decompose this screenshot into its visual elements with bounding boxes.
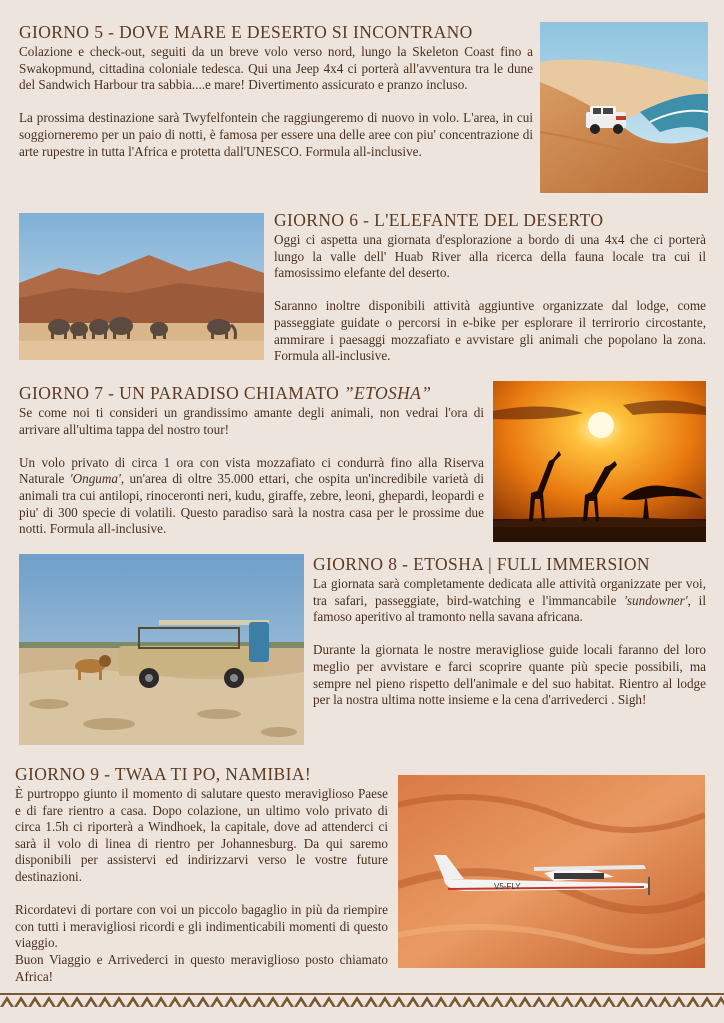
day8-photo-safari-vehicle <box>19 554 304 745</box>
day7-heading-prefix: GIORNO 7 - UN PARADISO CHIAMATO <box>19 383 344 403</box>
day6-section <box>274 210 706 365</box>
day9-section <box>15 764 388 985</box>
decorative-border <box>0 993 724 1009</box>
day7-heading-emphasis: ”ETOSHA” <box>343 383 432 403</box>
day6-paragraph-2: Saranno inoltre disponibili attività aggiuntive organizzate dal lodge, come passeggiate guidate o percorsi in e-bike per esplorare il terrirorio circostante, ammirare i paesaggi mozzafiato e avvistare gli animali che popolano la zona. Formula all-inclusive. <box>274 298 706 364</box>
day5-text <box>19 44 533 160</box>
day7-paragraph-1: Se come noi ti consideri un grandissimo amante degli animali, non vedrai l'ora di arrivare all'ultima tappa del nostro tour! <box>19 405 484 437</box>
day6-photo-elephants <box>19 213 264 360</box>
day9-paragraph-2: Ricordatevi di portare con voi un piccolo bagaglio in più da riempire con tutti i meravigliosi ricordi e gli indimenticabili momenti di questo viaggio. <box>15 902 388 951</box>
day5-photo-jeep-dunes <box>540 22 708 193</box>
day6-text <box>274 232 706 365</box>
day5-paragraph-2: La prossima destinazione sarà Twyfelfontein che raggiungeremo di nuovo in volo. L'area, in cui soggiorneremo per un paio di notti, è famosa per essere una delle aree con piu' concentrazione di arte rupestre in tutta l'Africa e protetta dall'UNESCO. Formula all-inclusive. <box>19 110 533 159</box>
day9-closing: Buon Viaggio e Arrivederci in questo meraviglioso posto chiamato Africa! <box>15 951 388 984</box>
plane-registration: V5-FLY <box>494 882 521 891</box>
day5-paragraph-1: Colazione e check-out, seguiti da un breve volo verso nord, lungo la Skeleton Coast fino a Swakopmund, cittadina coloniale tedesca. Qui una Jeep 4x4 ci porterà all'avventura tra le dune del Sandwich Harbour tra sabbia....e mare! Divertimento assicurato e pranzo incluso. <box>19 44 533 93</box>
day9-paragraph-1: È purtroppo giunto il momento di salutare questo meraviglioso Paese e di fare rientro a casa. Dopo colazione, un ultimo volo privato di circa 1.5h ci riporterà a Windhoek, la capitale, dove ad attenderci ci sarà il volo di linea di rientro per Johannesburg. Da qui saremo disponibili per assistervi ed indirizzarvi verso le vostre future destinazioni. <box>15 786 388 884</box>
day6-heading: GIORNO 6 - L'ELEFANTE DEL DESERTO <box>274 210 604 230</box>
day7-photo-giraffes <box>493 381 706 542</box>
day7-section <box>19 383 484 538</box>
day9-photo-plane-dunes <box>398 775 705 968</box>
day7-text <box>19 405 484 538</box>
day7-heading <box>19 383 484 403</box>
day8-section <box>313 554 706 709</box>
day8-paragraph-1: La giornata sarà completamente dedicata alle attività organizzate per voi, tra safari, passeggiate, bird-watching e l'immancabile 'sundowner', il famoso aperitivo al tramonto nella savana africana. <box>313 576 706 625</box>
day5-section <box>19 22 533 160</box>
day9-heading: GIORNO 9 - TWAA TI PO, NAMIBIA! <box>15 764 312 784</box>
day8-text <box>313 576 706 709</box>
day6-paragraph-1: Oggi ci aspetta una giornata d'esplorazione a bordo di una 4x4 che ci porterà lungo la valle dell' Huab River alla ricerca della fauna locale tra cui il famosissimo elefante del deserto. <box>274 232 706 281</box>
day7-paragraph-2: Un volo privato di circa 1 ora con vista mozzafiato ci condurrà fino alla Riserva Naturale 'Onguma', un'area di oltre 35.000 ettari, che ospita un'incredibile varietà di animali tra cui antilopi, rinoceronti neri, kudu, giraffe, zebre, leoni, ghepardi, leopardi e piu' di 300 specie di volatili. Questo paradiso sarà la nostra casa per le prossime due notti. Formula all-inclusive. <box>19 454 484 537</box>
sundowner-emphasis: 'sundowner' <box>624 592 688 608</box>
day9-text <box>15 786 388 985</box>
onguma-emphasis: 'Onguma' <box>69 471 121 487</box>
day5-heading: GIORNO 5 - DOVE MARE E DESERTO SI INCONTRANO <box>19 22 473 42</box>
day8-paragraph-2: Durante la giornata le nostre meravigliose guide locali faranno del loro meglio per avvistare e farci scoprire quante più specie possibili, ma sempre nel pieno rispetto dell'animale e del suo habitat. Rientro al lodge per la nostra ultima notte insieme e la cena d'arrivederci . Sigh! <box>313 642 706 708</box>
day8-heading: GIORNO 8 - ETOSHA | FULL IMMERSION <box>313 554 650 574</box>
